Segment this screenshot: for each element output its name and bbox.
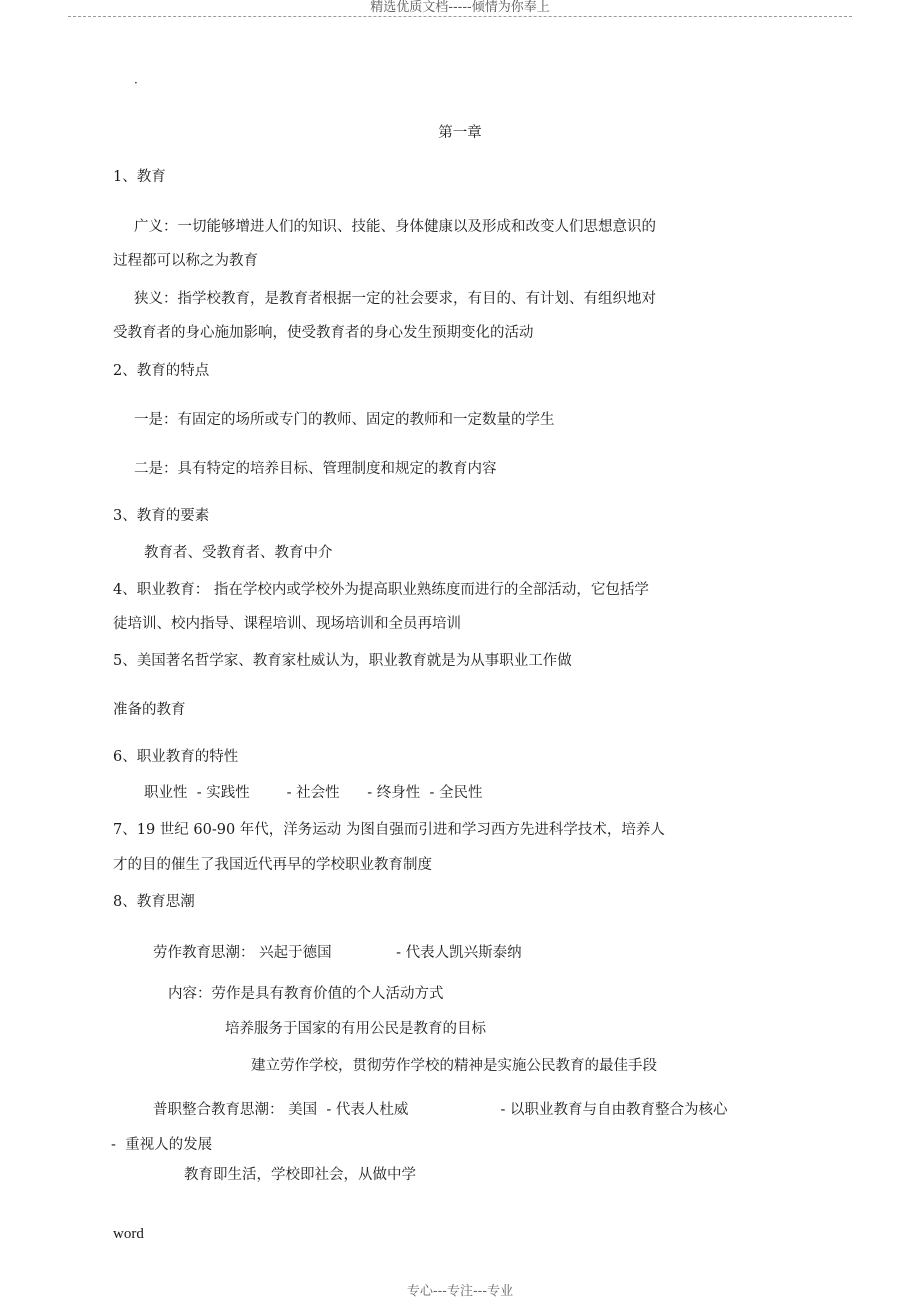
- dewey-cont: 准备的教育: [113, 702, 186, 718]
- chapter-title: 第一章: [438, 125, 482, 141]
- heading-5-dewey: 5、美国著名哲学家、教育家杜威认为，职业教育就是为从事职业工作做: [113, 653, 572, 669]
- paragraph-narrow-definition-cont: 受教育者的身心施加影响，使受教育者的身心发生预期变化的活动: [113, 325, 534, 341]
- heading-1-education: 1、教育: [113, 169, 166, 185]
- vocational-education-cont: 徒培训、校内指导、课程培训、现场培训和全员再培训: [113, 616, 461, 632]
- feature-item-1: 一是：有固定的场所或专门的教师、固定的教师和一定数量的学生: [134, 412, 555, 428]
- paragraph-broad-definition: 广义：一切能够增进人们的知识、技能、身体健康以及形成和改变人们思想意识的: [134, 219, 656, 235]
- heading-8-trends: 8、教育思潮: [113, 894, 195, 910]
- characteristics-list: 职业性 - 实践性 - 社会性 - 终身性 - 全民性: [144, 785, 483, 801]
- trend-labor-goal: 培养服务于国家的有用公民是教育的目标: [225, 1021, 486, 1037]
- trailing-word: word: [113, 1226, 144, 1242]
- heading-2-features: 2、教育的特点: [113, 363, 210, 379]
- header-divider: [68, 16, 852, 17]
- trend-labor-means: 建立劳作学校，贯彻劳作学校的精神是实施公民教育的最佳手段: [251, 1058, 657, 1074]
- paragraph-broad-definition-cont: 过程都可以称之为教育: [113, 253, 258, 269]
- feature-item-2: 二是：具有特定的培养目标、管理制度和规定的教育内容: [134, 461, 497, 477]
- paragraph-narrow-definition: 狭义：指学校教育，是教育者根据一定的社会要求，有目的、有计划、有组织地对: [134, 291, 656, 307]
- page-footer: 专心---专注---专业: [406, 1284, 514, 1299]
- heading-7-history: 7、19 世纪 60-90 年代，洋务运动 为图自强而引进和学习西方先进科学技术，培养人: [113, 822, 665, 838]
- heading-4-vocational-education: 4、职业教育： 指在学校内或学校外为提高职业熟练度而进行的全部活动，它包括学: [113, 582, 649, 598]
- stray-mark: ·: [134, 76, 138, 90]
- trend-integrated-development: - 重视人的发展: [111, 1137, 213, 1153]
- heading-3-elements: 3、教育的要素: [113, 508, 210, 524]
- page-header: 精选优质文档-----倾情为你奉上: [370, 0, 550, 15]
- trend-labor-education: 劳作教育思潮： 兴起于德国 - 代表人凯兴斯泰纳: [153, 945, 522, 961]
- heading-6-characteristics: 6、职业教育的特性: [113, 749, 239, 765]
- elements-list: 教育者、受教育者、教育中介: [144, 545, 333, 561]
- trend-integrated-education: 普职整合教育思潮： 美国 - 代表人杜威 - 以职业教育与自由教育整合为核心: [153, 1102, 728, 1118]
- trend-labor-content: 内容：劳作是具有教育价值的个人活动方式: [168, 986, 444, 1002]
- trend-integrated-motto: 教育即生活，学校即社会，从做中学: [184, 1167, 416, 1183]
- history-cont: 才的目的催生了我国近代再早的学校职业教育制度: [113, 857, 432, 873]
